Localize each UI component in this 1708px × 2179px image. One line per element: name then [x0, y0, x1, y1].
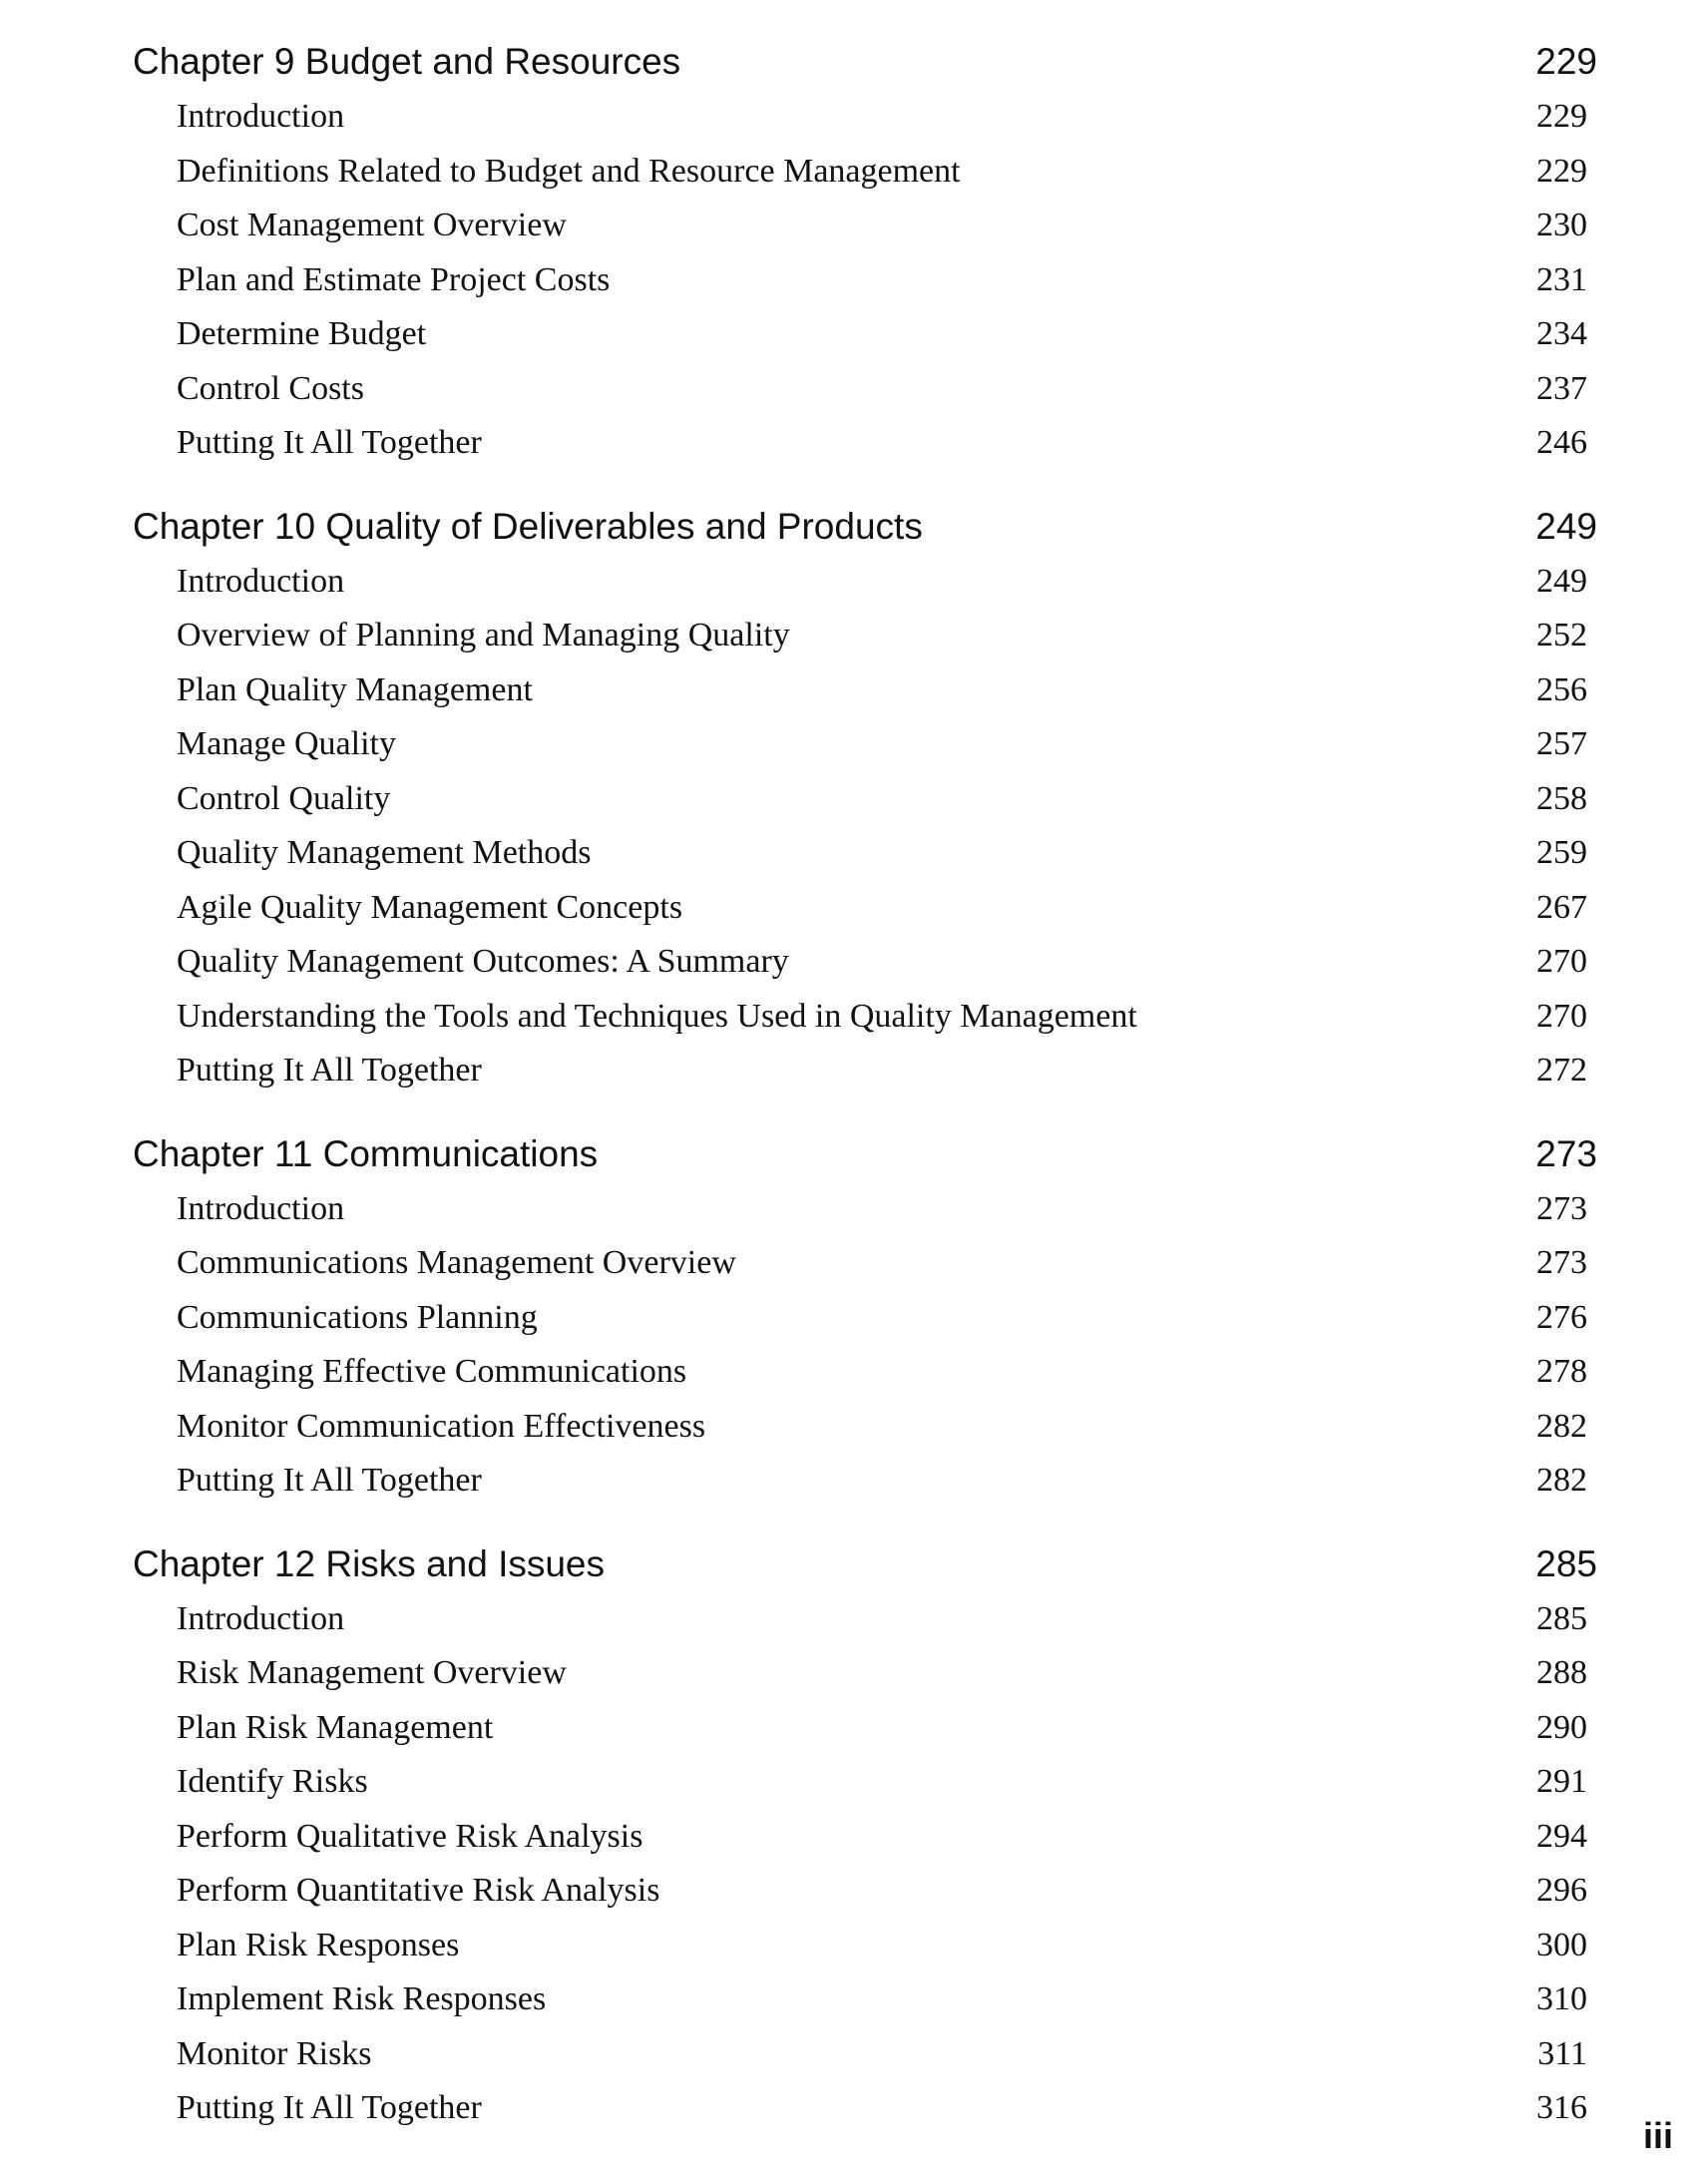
toc-entry[interactable] — [133, 1755, 1597, 1810]
entry-page-number: 259 — [1536, 834, 1587, 871]
toc-entry[interactable] — [133, 1400, 1597, 1455]
page-folio: iii — [1642, 2115, 1673, 2156]
entry-title: Determine Budget — [177, 315, 427, 352]
entry-page-number: 282 — [1536, 1462, 1587, 1499]
entry-page-number: 256 — [1536, 670, 1587, 708]
chapter-page-number: 249 — [1535, 505, 1597, 547]
toc-entry[interactable] — [133, 609, 1597, 663]
toc-entry[interactable] — [133, 935, 1597, 990]
entry-title: Perform Qualitative Risk Analysis — [177, 1817, 643, 1855]
chapter-title: Chapter 9 Budget and Resources — [133, 41, 681, 82]
entry-title: Managing Effective Communications — [177, 1353, 687, 1390]
chapter-title: Chapter 11 Communications — [133, 1132, 599, 1174]
entry-page-number: 278 — [1536, 1353, 1587, 1390]
entry-title: Plan and Estimate Project Costs — [177, 260, 611, 298]
entry-page-number: 285 — [1536, 1599, 1587, 1637]
entry-page-number: 273 — [1536, 1244, 1587, 1281]
entry-title: Introduction — [177, 1599, 345, 1637]
toc-entry[interactable] — [133, 1701, 1597, 1756]
entry-title: Putting It All Together — [177, 2089, 482, 2126]
toc-chapter — [133, 1536, 1597, 2136]
toc-entry[interactable] — [133, 1454, 1597, 1509]
chapter-title: Chapter 10 Quality of Deliverables and Products — [133, 505, 923, 547]
toc-entry[interactable] — [133, 2081, 1597, 2136]
entry-page-number: 270 — [1536, 997, 1587, 1035]
toc-chapter — [133, 1126, 1597, 1509]
entry-title: Monitor Risks — [177, 2034, 372, 2072]
entry-title: Putting It All Together — [177, 1052, 482, 1089]
entry-title: Plan Risk Management — [177, 1708, 494, 1746]
entry-title: Plan Risk Responses — [177, 1926, 460, 1963]
entry-page-number: 282 — [1536, 1407, 1587, 1445]
entry-page-number: 272 — [1536, 1052, 1587, 1089]
entry-title: Agile Quality Management Concepts — [177, 888, 683, 926]
entry-title: Control Costs — [177, 369, 364, 407]
entry-title: Perform Quantitative Risk Analysis — [177, 1872, 660, 1909]
chapter-title: Chapter 12 Risks and Issues — [133, 1542, 606, 1584]
entry-page-number: 231 — [1536, 260, 1587, 298]
entry-title: Putting It All Together — [177, 424, 482, 461]
toc-entry[interactable] — [133, 1919, 1597, 1973]
entry-page-number: 258 — [1536, 779, 1587, 817]
entry-page-number: 290 — [1536, 1708, 1587, 1746]
entry-title: Communications Planning — [177, 1298, 538, 1336]
toc-entry[interactable] — [133, 1345, 1597, 1400]
toc-entry[interactable] — [133, 1810, 1597, 1865]
entry-page-number: 270 — [1536, 943, 1587, 980]
entry-title: Putting It All Together — [177, 1462, 482, 1499]
entry-page-number: 229 — [1536, 152, 1587, 190]
toc-entry[interactable] — [133, 1864, 1597, 1919]
toc-entry[interactable] — [133, 990, 1597, 1045]
entry-title: Monitor Communication Effectiveness — [177, 1407, 706, 1445]
toc-entry[interactable] — [133, 1291, 1597, 1346]
chapter-heading[interactable] — [133, 1126, 1597, 1182]
entry-page-number: 237 — [1536, 369, 1587, 407]
entry-title: Plan Quality Management — [177, 670, 533, 708]
toc-entry[interactable] — [133, 772, 1597, 827]
chapter-heading[interactable] — [133, 34, 1597, 90]
entry-page-number: 246 — [1536, 424, 1587, 461]
toc-entry[interactable] — [133, 1646, 1597, 1701]
entry-page-number: 276 — [1536, 1298, 1587, 1336]
entry-title: Definitions Related to Budget and Resource Management — [177, 152, 961, 190]
entry-page-number: 257 — [1536, 725, 1587, 762]
toc-entry[interactable] — [133, 663, 1597, 718]
entry-page-number: 311 — [1537, 2034, 1587, 2072]
entry-title: Communications Management Overview — [177, 1244, 736, 1281]
toc-entry[interactable] — [133, 1236, 1597, 1291]
toc-entry[interactable] — [133, 717, 1597, 772]
entry-title: Manage Quality — [177, 725, 396, 762]
chapter-page-number: 285 — [1535, 1542, 1597, 1584]
toc-entry[interactable] — [133, 826, 1597, 881]
entry-page-number: 296 — [1536, 1872, 1587, 1909]
chapter-page-number: 229 — [1535, 41, 1597, 82]
toc-entry[interactable] — [133, 253, 1597, 308]
toc-entry[interactable] — [133, 555, 1597, 610]
toc-entry[interactable] — [133, 2027, 1597, 2082]
entry-title: Control Quality — [177, 779, 391, 817]
entry-page-number: 310 — [1536, 1980, 1587, 2017]
entry-title: Overview of Planning and Managing Quality — [177, 617, 790, 654]
entry-page-number: 300 — [1536, 1926, 1587, 1963]
toc-chapter — [133, 34, 1597, 471]
entry-title: Introduction — [177, 1189, 345, 1227]
entry-title: Introduction — [177, 98, 345, 135]
toc-entry[interactable] — [133, 881, 1597, 936]
entry-title: Quality Management Outcomes: A Summary — [177, 943, 789, 980]
toc-entry[interactable] — [133, 199, 1597, 253]
toc-chapter — [133, 499, 1597, 1098]
toc-entry[interactable] — [133, 145, 1597, 200]
entry-page-number: 229 — [1536, 98, 1587, 135]
entry-page-number: 294 — [1536, 1817, 1587, 1855]
entry-page-number: 249 — [1536, 562, 1587, 600]
entry-page-number: 267 — [1536, 888, 1587, 926]
entry-page-number: 288 — [1536, 1654, 1587, 1691]
entry-title: Introduction — [177, 562, 345, 600]
toc-entry[interactable] — [133, 1182, 1597, 1237]
chapter-heading[interactable] — [133, 499, 1597, 555]
entry-title: Risk Management Overview — [177, 1654, 567, 1691]
toc-entry[interactable] — [133, 416, 1597, 471]
chapter-page-number: 273 — [1535, 1132, 1597, 1174]
entry-title: Understanding the Tools and Techniques Used in Quality Management — [177, 997, 1137, 1035]
entry-title: Quality Management Methods — [177, 834, 592, 871]
entry-page-number: 316 — [1536, 2089, 1587, 2126]
toc-entry[interactable] — [133, 1592, 1597, 1647]
entry-title: Identify Risks — [177, 1763, 368, 1800]
toc-entry[interactable] — [133, 90, 1597, 145]
entry-page-number: 230 — [1536, 207, 1587, 243]
chapter-heading[interactable] — [133, 1536, 1597, 1592]
entry-page-number: 273 — [1536, 1189, 1587, 1227]
entry-title: Cost Management Overview — [177, 207, 567, 243]
entry-page-number: 234 — [1536, 315, 1587, 352]
entry-title: Implement Risk Responses — [177, 1980, 547, 2017]
toc-entry[interactable] — [133, 1972, 1597, 2027]
toc-entry[interactable] — [133, 1044, 1597, 1098]
toc-entry[interactable] — [133, 362, 1597, 417]
table-of-contents — [133, 34, 1597, 2164]
entry-page-number: 252 — [1536, 617, 1587, 654]
entry-page-number: 291 — [1536, 1763, 1587, 1800]
toc-entry[interactable] — [133, 307, 1597, 362]
